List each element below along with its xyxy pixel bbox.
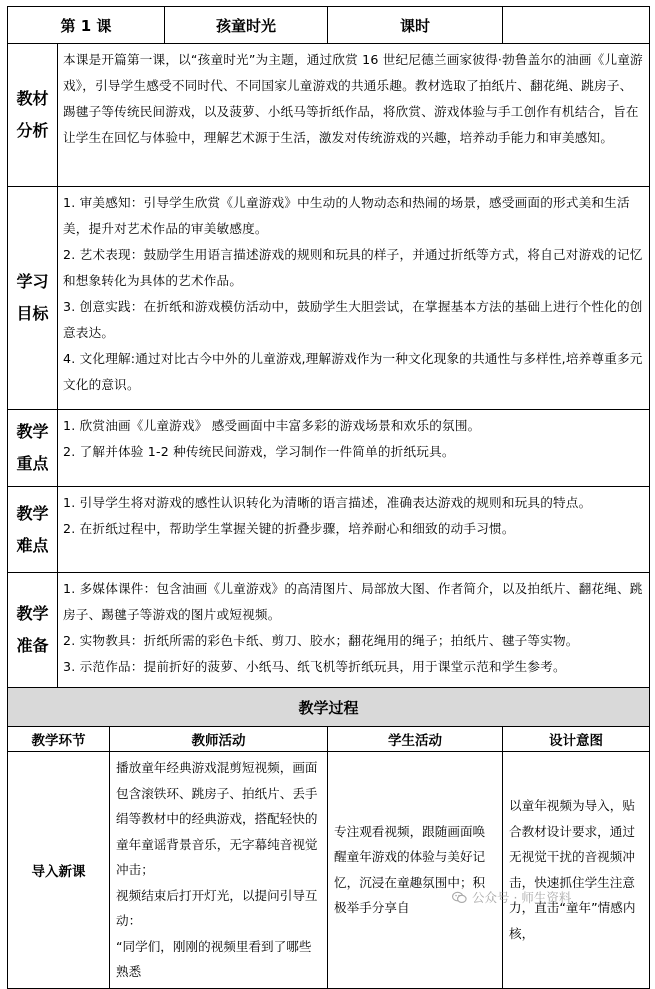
prep-item: 1. 多媒体课件：包含油画《儿童游戏》的高清图片、局部放大图、作者简介，以及拍纸片、翻花绳、跳房子、踢毽子等游戏的图片或短视频。 [63,581,643,622]
goal-item: 4. 文化理解:通过对比古今中外的儿童游戏,理解游戏作为一种文化现象的共通性与多样性,培养尊重多元文化的意识。 [63,351,643,392]
key-label: 教学 重点 [8,410,58,487]
material-label: 教材 分析 [8,44,58,187]
difficulty-item: 2. 在折纸过程中，帮助学生掌握关键的折叠步骤，培养耐心和细致的动手习惯。 [63,521,515,536]
key-row [8,410,650,487]
col-stage: 教学环节 [8,727,110,752]
lesson-number: 第 1 课 [8,7,165,44]
prep-label: 教学 准备 [8,573,58,688]
prep-item: 2. 实物教具：折纸所需的彩色卡纸、剪刀、胶水；翻花绳用的绳子；拍纸片、毽子等实物。 [63,633,579,648]
goal-item: 1. 审美感知：引导学生欣赏《儿童游戏》中生动的人物动态和热闹的场景，感受画面的形式美和生活美，提升对艺术作品的审美敏感度。 [63,195,630,236]
lesson-title: 孩童时光 [165,7,328,44]
difficulty-label: 教学 难点 [8,487,58,573]
material-text: 本课是开篇第一课，以“孩童时光”为主题，通过欣赏 16 世纪尼德兰画家彼得·勃鲁盖尔的油画《儿童游戏》，引导学生感受不同时代、不同国家儿童游戏的共通乐趣。教材选取了拍纸片、翻花绳、跳房子、踢毽子等传统民间游戏，以及菠萝、小纸马等折纸作品，将欣赏、游戏体验与手工创作有机结合，旨在让学生在回忆与体验中，理解艺术源于生活，激发对传统游戏的兴趣，培养动手能力和审美感知。 [58,44,650,187]
key-text [58,410,650,487]
teacher-activity [110,752,328,989]
goals-row [8,187,650,410]
teacher-line: 播放童年经典游戏混剪短视频，画面包含滚铁环、跳房子、拍纸片、丢手绢等教材中的经典游戏，搭配轻快的童年童谣背景音乐，无字幕纯音视觉冲击； [116,760,318,877]
goal-item: 3. 创意实践：在折纸和游戏模仿活动中，鼓励学生大胆尝试，在掌握基本方法的基础上进行个性化的创意表达。 [63,299,643,340]
difficulty-text [58,487,650,573]
process-column-headers [8,727,650,752]
col-student: 学生活动 [328,727,503,752]
key-item: 2. 了解并体验 1-2 种传统民间游戏，学习制作一件简单的折纸玩具。 [63,444,455,459]
goals-text [58,187,650,410]
teacher-line: “同学们，刚刚的视频里看到了哪些熟悉 [116,938,312,979]
material-row [8,44,650,187]
watermark-text: 公众号 · 师生资料 [472,890,572,905]
process-title-row [8,688,650,727]
col-intent: 设计意图 [503,727,650,752]
goals-label: 学习 目标 [8,187,58,410]
process-row-intro [8,752,650,989]
process-title: 教学过程 [8,688,650,727]
header-row [8,7,650,44]
prep-text [58,573,650,688]
difficulty-row [8,487,650,573]
period-value [503,7,650,44]
difficulty-item: 1. 引导学生将对游戏的感性认识转化为清晰的语言描述，准确表达游戏的规则和玩具的特点。 [63,495,592,510]
key-item: 1. 欣赏油画《儿童游戏》 感受画面中丰富多彩的游戏场景和欢乐的氛围。 [63,418,481,433]
stage-intro: 导入新课 [8,752,110,989]
col-teacher: 教师活动 [110,727,328,752]
wechat-icon [452,891,467,904]
design-intent: 以童年视频为导入，贴合教材设计要求，通过无视觉干扰的音视频冲击，快速抓住学生注意力，直击“童年”情感内核， [503,752,650,989]
goal-item: 2. 艺术表现：鼓励学生用语言描述游戏的规则和玩具的样子，并通过折纸等方式，将自己对游戏的记忆和想象转化为具体的艺术作品。 [63,247,643,288]
teacher-line: 视频结束后打开灯光，以提问引导互动： [116,887,318,928]
watermark [452,888,571,906]
student-activity: 专注观看视频，跟随画面唤醒童年游戏的体验与美好记忆，沉浸在童趣氛围中；积极举手分享自 [328,752,503,989]
period-label: 课时 [328,7,503,44]
prep-row [8,573,650,688]
lesson-plan-table [7,6,650,989]
prep-item: 3. 示范作品：提前折好的菠萝、小纸马、纸飞机等折纸玩具，用于课堂示范和学生参考。 [63,659,566,674]
